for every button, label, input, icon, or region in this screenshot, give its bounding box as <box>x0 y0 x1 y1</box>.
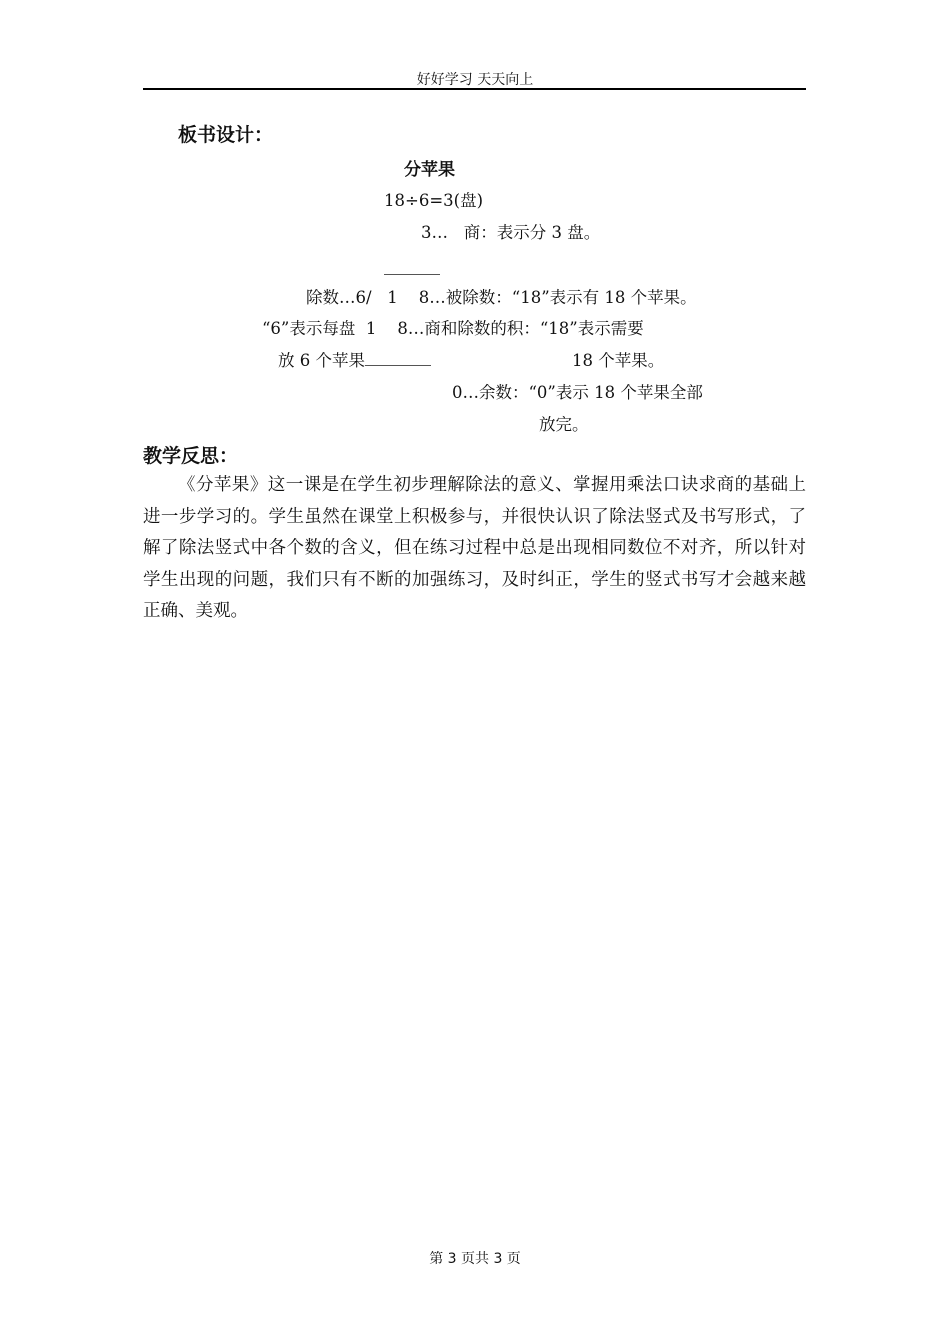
reflection-heading: 教学反思： <box>143 445 239 467</box>
division-equation: 18÷6=3(盘) <box>384 191 484 210</box>
remainder-line: 0…余数：“0”表示 18 个苹果全部 <box>452 383 703 402</box>
remainder-tail: 放完。 <box>539 415 589 434</box>
product-line: “6”表示每盘 1 8…商和除数的积：“18”表示需要 <box>262 319 644 338</box>
per-plate-note <box>278 347 431 371</box>
underline-blank <box>365 351 431 366</box>
board-design-heading: 板书设计： <box>178 124 274 146</box>
page-header: 好好学习 天天向上 <box>416 72 534 88</box>
divisor-dividend-line: 除数…6/ 1 8…被除数：“18”表示有 18 个苹果。 <box>306 288 697 307</box>
quotient-line: 3… 商：表示分 3 盘。 <box>421 223 601 242</box>
board-title: 分苹果 <box>404 160 455 180</box>
product-note: 18 个苹果。 <box>572 351 665 370</box>
per-plate-note-text: 放 6 个苹果 <box>278 351 365 370</box>
reflection-body <box>143 470 806 628</box>
division-bar <box>384 260 440 279</box>
reflection-paragraph: 《分苹果》这一课是在学生初步理解除法的意义、掌握用乘法口诀求商的基础上进一步学习的。学生虽然在课堂上积极参与，并很快认识了除法竖式及书写形式，了解了除法竖式中各个数的含义，但在练习过程中总是出现相同数位不对齐，所以针对学生出现的问题，我们只有不断的加强练习，及时纠正，学生的竖式书写才会越来越正确、美观。 <box>143 475 806 621</box>
page-footer: 第 3 页共 3 页 <box>429 1251 521 1267</box>
header-rule <box>143 88 806 90</box>
